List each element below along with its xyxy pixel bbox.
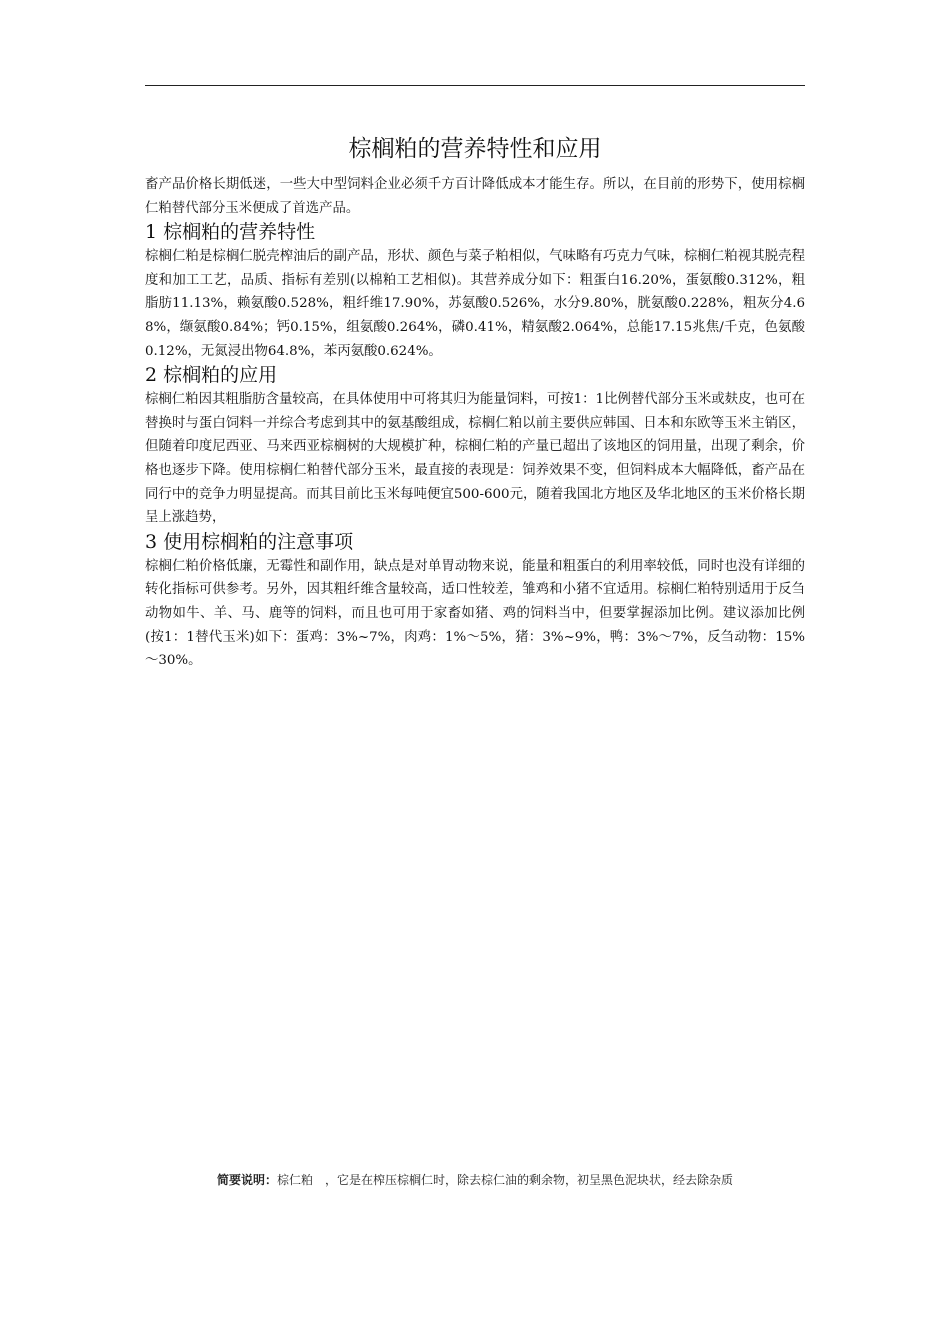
document-body [145, 173, 805, 673]
section-3-heading: 3 使用棕榈粕的注意事项 [145, 530, 354, 553]
header-rule [145, 85, 805, 86]
footer-note [145, 1171, 805, 1189]
section-2-body: 棕榈仁粕因其粗脂肪含量较高，在具体使用中可将其归为能量饲料，可按1：1比例替代部分玉米或麸皮，也可在替换时与蛋白饲料一并综合考虑到其中的氨基酸组成，棕榈仁粕以前主要供应韩国、日本和东欧等玉米主销区，但随着印度尼西亚、马来西亚棕榈树的大规模扩种，棕榈仁粕的产量已超出了该地区的饲用量，出现了剩余，价格也逐步下降。使用棕榈仁粕替代部分玉米，最直接的表现是：饲养效果不变，但饲料成本大幅降低，畜产品在同行中的竞争力明显提高。而其目前比玉米每吨便宜500-600元，随着我国北方地区及华北地区的玉米价格长期呈上涨趋势， [145, 392, 805, 526]
section-3-body: 棕榈仁粕价格低廉，无霉性和副作用，缺点是对单胃动物来说，能量和粗蛋白的利用率较低，同时也没有详细的转化指标可供参考。另外，因其粗纤维含量较高，适口性较差，雏鸡和小猪不宜适用。棕榈仁粕特别适用于反刍动物如牛、羊、马、鹿等的饲料，而且也可用于家畜如猪、鸡的饲料当中，但要掌握添加比例。建议添加比例(按1：1替代玉米)如下：蛋鸡：3%~7%，肉鸡：1%～5%，猪：3%~9%，鸭：3%～7%，反刍动物：15%～30%。 [145, 558, 805, 669]
footer-text: 棕仁粕 ，它是在榨压棕榈仁时，除去棕仁油的剩余物，初呈黑色泥块状，经去除杂质 [277, 1173, 734, 1187]
footer-label: 简要说明： [216, 1173, 277, 1187]
document-title: 棕榈粕的营养特性和应用 [348, 136, 602, 162]
intro-paragraph: 畜产品价格长期低迷，一些大中型饲料企业必须千方百计降低成本才能生存。所以，在目前的形势下，使用棕榈仁粕替代部分玉米便成了首选产品。 [145, 177, 805, 216]
section-1-body: 棕榈仁粕是棕榈仁脱壳榨油后的副产品，形状、颜色与菜子粕相似，气味略有巧克力气味，棕榈仁粕视其脱壳程度和加工工艺，品质、指标有差别(以棉粕工艺相似)。其营养成分如下：粗蛋白16.20%，蛋氨酸0.312%，粗脂肪11.13%，赖氨酸0.528%，粗纤维17.90%，苏氨酸0.526%，水分9.80%，胱氨酸0.228%，粗灰分4.68%，缬氨酸0.84%；钙0.15%，组氨酸0.264%，磷0.41%，精氨酸2.064%，总能17.15兆焦/千克，色氨酸0.12%，无氮浸出物64.8%，苯丙氨酸0.624%。 [145, 249, 805, 359]
section-1-heading: 1 棕榈粕的营养特性 [145, 221, 316, 244]
section-2-heading: 2 棕榈粕的应用 [145, 364, 278, 387]
